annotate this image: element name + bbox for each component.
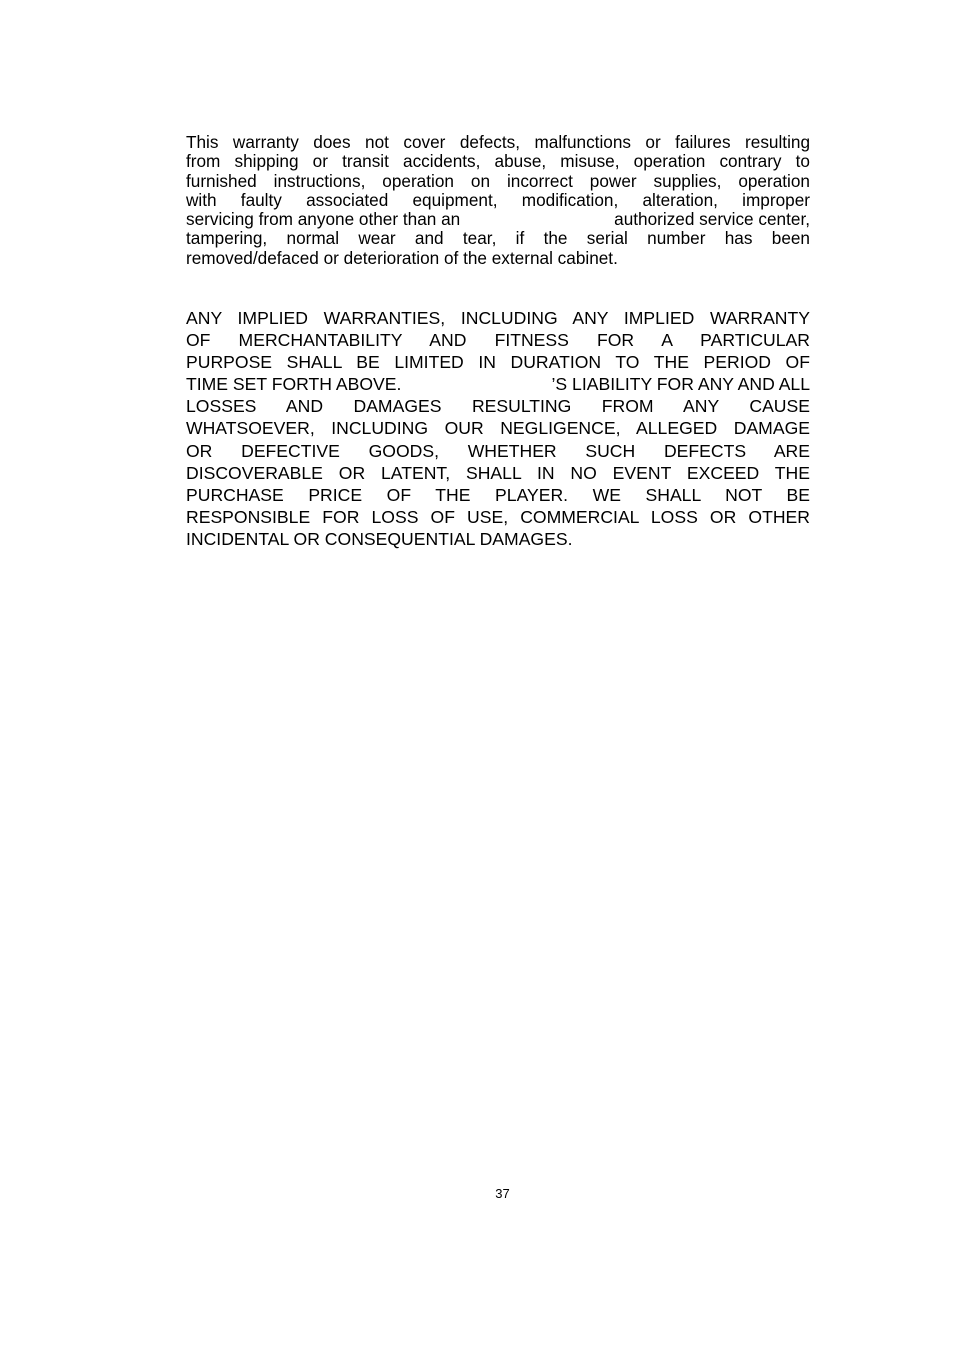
paragraph-line-with-gap [186,373,810,395]
warranty-exclusions-paragraph [186,133,810,268]
line-segment-left: TIME SET FORTH ABOVE. [186,374,402,395]
line-segment-right: ’S LIABILITY FOR ANY AND ALL [551,374,810,395]
paragraph-line: ANY IMPLIED WARRANTIES, INCLUDING ANY IMPLIED WARRANTY [186,308,810,328]
paragraph-line: WHATSOEVER, INCLUDING OUR NEGLIGENCE, ALLEGED DAMAGE [186,418,810,439]
paragraph-line-with-gap [186,210,810,229]
paragraph-last-line: INCIDENTAL OR CONSEQUENTIAL DAMAGES. [186,528,573,549]
paragraph-line: with faulty associated equipment, modification, alteration, improper [186,189,810,210]
paragraph-line: OF MERCHANTABILITY AND FITNESS FOR A PARTICULAR [186,330,810,351]
implied-warranties-paragraph [186,307,810,550]
paragraph-line: PURCHASE PRICE OF THE PLAYER. WE SHALL NOT BE [186,484,810,505]
paragraph-line: tampering, normal wear and tear, if the serial number has been [186,228,810,249]
line-segment-right: authorized service center, [614,209,810,230]
paragraph-last-line: removed/defaced or deterioration of the external cabinet. [186,247,618,268]
paragraph-line: from shipping or transit accidents, abuse, misuse, operation contrary to [186,151,810,172]
paragraph-line: PURPOSE SHALL BE LIMITED IN DURATION TO THE PERIOD OF [186,352,810,373]
paragraph-line: LOSSES AND DAMAGES RESULTING FROM ANY CAUSE [186,396,810,417]
page-number: 37 [495,1186,510,1201]
line-segment-left: servicing from anyone other than an [186,209,461,230]
paragraph-line: This warranty does not cover defects, malfunctions or failures resulting [186,132,810,152]
paragraph-line: DISCOVERABLE OR LATENT, SHALL IN NO EVENT EXCEED THE [186,462,810,483]
paragraph-line: furnished instructions, operation on incorrect power supplies, operation [186,170,810,191]
paragraph-line: OR DEFECTIVE GOODS, WHETHER SUCH DEFECTS ARE [186,440,810,461]
paragraph-line: RESPONSIBLE FOR LOSS OF USE, COMMERCIAL LOSS OR OTHER [186,506,810,527]
